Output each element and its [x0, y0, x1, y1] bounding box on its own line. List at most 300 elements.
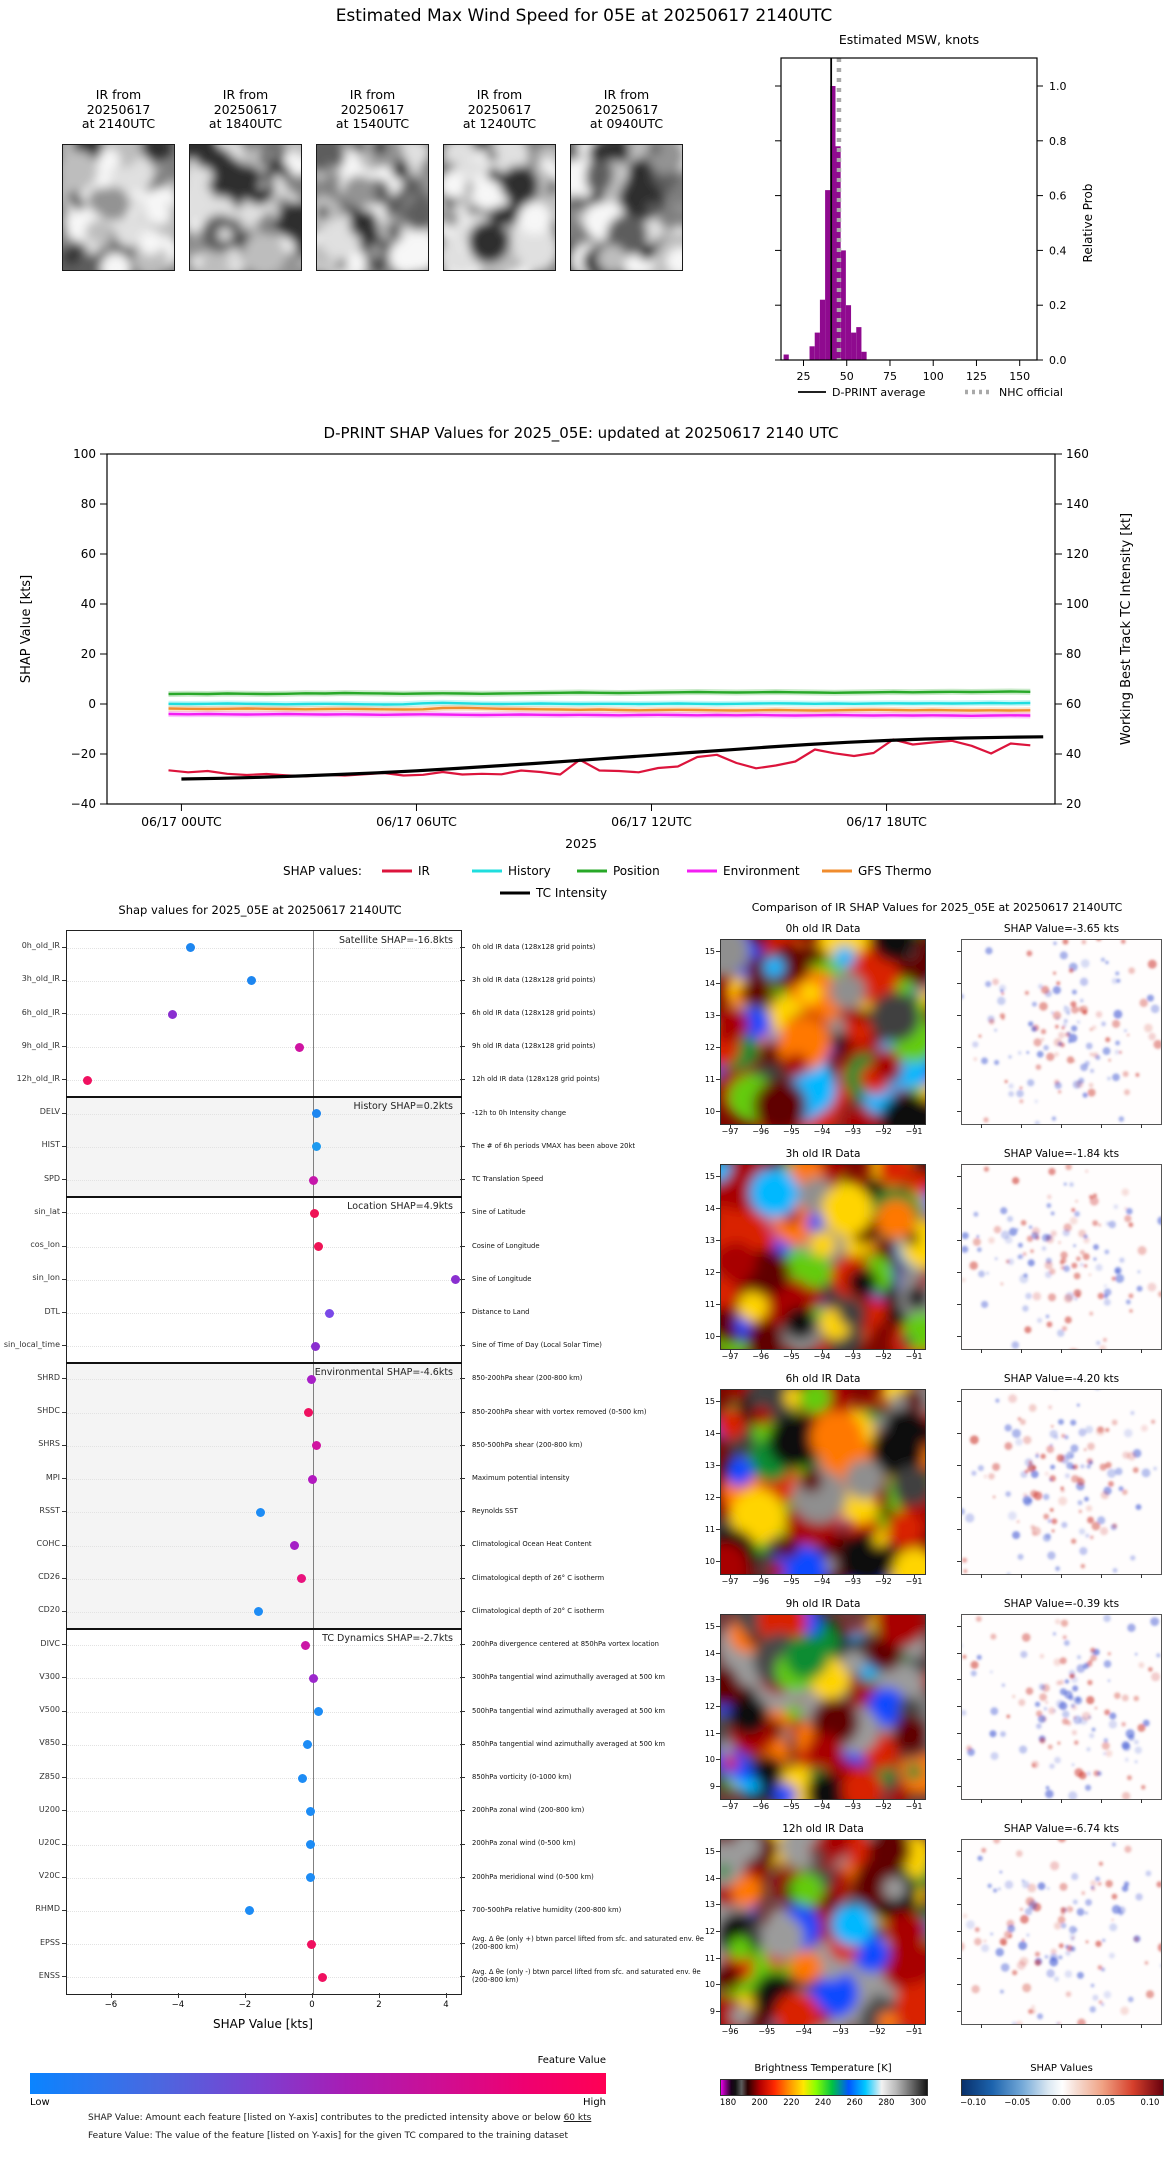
- axis-tick: [62, 1345, 66, 1346]
- axis-tick: [62, 1246, 66, 1247]
- ir-map-image: [720, 1164, 926, 1350]
- axis-tick: [62, 1777, 66, 1778]
- shap-map-x-tick: [1141, 2024, 1142, 2028]
- feature-label: RHMD: [35, 1904, 60, 1914]
- data-dot: [290, 1541, 299, 1550]
- comparison-row: [700, 1598, 1168, 1823]
- axis-tick: [62, 1279, 66, 1280]
- shap-map-title: SHAP Value=-4.20 kts: [1003, 1373, 1120, 1385]
- map-x-tick-label: −93: [844, 1802, 862, 1811]
- data-dot: [295, 1043, 304, 1052]
- shap-map-x-tick: [1101, 1124, 1102, 1128]
- map-y-tick: [957, 1336, 961, 1337]
- map-y-tick: [716, 1878, 720, 1879]
- svg-text:120: 120: [1066, 547, 1089, 561]
- map-y-tick-label: 15: [704, 1397, 715, 1406]
- map-y-tick: [957, 951, 961, 952]
- feature-description: Reynolds SST: [472, 1507, 518, 1516]
- shap-map-x-tick: [1141, 1124, 1142, 1128]
- shap-map-title: SHAP Value=-1.84 kts: [1003, 1148, 1120, 1160]
- svg-text:0.4: 0.4: [1049, 244, 1067, 258]
- satellite-noise-image: [721, 1165, 925, 1349]
- x-axis-tick: [245, 1993, 246, 1998]
- ir-map-title: 12h old IR Data: [782, 1823, 864, 1835]
- svg-text:Estimated MSW, knots: Estimated MSW, knots: [838, 32, 980, 47]
- map-y-tick: [957, 1786, 961, 1787]
- shap-map-x-tick: [981, 1574, 982, 1578]
- map-x-tick-label: −91: [905, 1352, 923, 1361]
- ir-thumbnail-label-line: IR from: [603, 86, 650, 102]
- row-gridline: [67, 1977, 461, 1978]
- axis-tick: [460, 1478, 465, 1479]
- axis-tick: [460, 1179, 465, 1180]
- shap-map-image: [961, 1389, 1162, 1575]
- axis-tick: [62, 1810, 66, 1811]
- feature-label: sin_local_time: [3, 1339, 60, 1349]
- axis-tick: [62, 1711, 66, 1712]
- axis-tick: [460, 1677, 465, 1678]
- map-x-tick-label: −93: [844, 1127, 862, 1136]
- comparison-row: [700, 1148, 1168, 1373]
- ir-thumbnail-image: [189, 144, 302, 271]
- svg-text:06/17 06UTC: 06/17 06UTC: [376, 814, 457, 829]
- axis-tick: [460, 1545, 465, 1546]
- satellite-noise-image: [721, 1840, 925, 2024]
- map-y-tick-label: 13: [704, 1011, 715, 1020]
- row-gridline: [67, 1446, 461, 1447]
- row-gridline: [67, 1845, 461, 1846]
- data-dot: [245, 1906, 254, 1915]
- svg-text:150: 150: [1009, 370, 1031, 383]
- svg-text:80: 80: [80, 497, 96, 511]
- shap-map-x-tick: [981, 1799, 982, 1803]
- map-y-tick-label: 10: [704, 1332, 715, 1341]
- map-y-tick-label: 14: [704, 979, 715, 988]
- map-y-tick: [957, 1208, 961, 1209]
- row-gridline: [67, 1944, 461, 1945]
- x-axis-tick: [379, 1993, 380, 1998]
- map-y-tick: [957, 1759, 961, 1760]
- feature-label: RSST: [39, 1505, 60, 1515]
- ir-thumbnail-label-line: IR from: [222, 86, 269, 102]
- map-y-tick: [716, 1529, 720, 1530]
- x-axis-tick: [446, 1993, 447, 1998]
- map-x-tick-label: −94: [795, 2027, 813, 2036]
- svg-text:60: 60: [80, 547, 96, 561]
- group-shap-label: Environmental SHAP=-4.6kts: [314, 1366, 453, 1378]
- bt-colorbar-tick-label: 300: [909, 2098, 927, 2108]
- map-y-tick: [957, 1653, 961, 1654]
- map-y-tick-label: 9: [709, 1782, 715, 1791]
- ir-map-title: 9h old IR Data: [785, 1598, 861, 1610]
- map-y-tick-label: 11: [704, 1300, 715, 1309]
- data-dot: [314, 1242, 323, 1251]
- map-y-tick-label: 9: [709, 2007, 715, 2016]
- feature-label: CD26: [38, 1572, 60, 1582]
- axis-tick: [62, 1644, 66, 1645]
- svg-text:50: 50: [839, 370, 854, 383]
- feature-description: -12h to 0h Intensity change: [472, 1108, 567, 1117]
- map-x-tick-label: −91: [905, 1127, 923, 1136]
- axis-tick: [460, 1844, 465, 1845]
- shap-map-image: [961, 1839, 1162, 2025]
- ir-thumbnail-image: [62, 144, 175, 271]
- satellite-noise-image: [444, 145, 555, 270]
- feature-description: 12h old IR data (128x128 grid points): [472, 1075, 600, 1084]
- group-separator: [66, 1628, 462, 1630]
- ir-map-image: [720, 1389, 926, 1575]
- feature-label: V850: [39, 1738, 60, 1748]
- svg-text:100: 100: [73, 447, 96, 461]
- feature-description: 200hPa zonal wind (0-500 km): [472, 1839, 576, 1848]
- map-y-tick: [957, 2011, 961, 2012]
- map-x-tick-label: −94: [813, 1352, 831, 1361]
- map-x-tick-label: −91: [905, 1577, 923, 1586]
- axis-tick: [460, 1246, 465, 1247]
- row-gridline: [67, 1546, 461, 1547]
- data-dot: [297, 1574, 306, 1583]
- feature-label: DIVC: [40, 1638, 60, 1648]
- svg-text:IR: IR: [418, 864, 430, 878]
- axis-tick: [62, 1312, 66, 1313]
- svg-text:40: 40: [80, 597, 96, 611]
- group-shap-label: TC Dynamics SHAP=-2.7kts: [322, 1632, 453, 1644]
- map-y-tick: [957, 1176, 961, 1177]
- x-axis-tick-label: 4: [443, 2000, 449, 2010]
- feature-label: SHRS: [38, 1439, 60, 1449]
- x-axis-tick: [111, 1993, 112, 1998]
- feature-description: 500hPa tangential wind azimuthally averaged at 500 km: [472, 1706, 665, 1715]
- feature-description: 850-200hPa shear with vortex removed (0-500 km): [472, 1407, 647, 1416]
- data-dot: [168, 1010, 177, 1019]
- ir-map-image: [720, 939, 926, 1125]
- map-y-tick-label: 14: [704, 1429, 715, 1438]
- comparison-row: [700, 923, 1168, 1148]
- svg-text:D-PRINT SHAP Values for 2025_0: D-PRINT SHAP Values for 2025_05E: updated at 20250617 2140 UTC: [323, 424, 839, 442]
- map-y-tick: [957, 1465, 961, 1466]
- data-dot: [306, 1873, 315, 1882]
- map-y-tick: [716, 1733, 720, 1734]
- satellite-noise-image: [721, 940, 925, 1124]
- dotplot-x-axis-label: SHAP Value [kts]: [213, 2017, 313, 2031]
- map-x-tick-label: −91: [905, 1802, 923, 1811]
- footnote-text: SHAP Value: Amount each feature [listed on Y-axis] contributes to the predicted intensity above or below: [88, 2113, 564, 2123]
- shap-timeseries-canvas: [0, 420, 1168, 910]
- row-gridline: [67, 1147, 461, 1148]
- axis-tick: [62, 1910, 66, 1911]
- svg-text:Environment: Environment: [723, 864, 800, 878]
- feature-description: Climatological depth of 26° C isotherm: [472, 1573, 605, 1582]
- row-gridline: [67, 1346, 461, 1347]
- row-gridline: [67, 1778, 461, 1779]
- ir-thumbnail-label: [443, 82, 556, 132]
- ir-thumbnail-figure: [62, 82, 175, 271]
- ir-thumbnail-image: [316, 144, 429, 271]
- map-x-tick-label: −96: [752, 1577, 770, 1586]
- map-y-tick: [716, 1626, 720, 1627]
- ir-thumbnail-label-line: at 1840UTC: [208, 116, 283, 132]
- map-y-tick: [957, 1304, 961, 1305]
- feature-label: DTL: [44, 1306, 60, 1316]
- map-y-tick: [716, 1015, 720, 1016]
- map-y-tick-label: 11: [704, 1525, 715, 1534]
- axis-tick: [460, 1976, 465, 1977]
- svg-text:06/17 00UTC: 06/17 00UTC: [141, 814, 222, 829]
- axis-tick: [460, 1279, 465, 1280]
- feature-label: CD20: [38, 1605, 60, 1615]
- axis-tick: [460, 1644, 465, 1645]
- map-x-tick-label: −94: [813, 1127, 831, 1136]
- map-y-tick-label: 10: [704, 1755, 715, 1765]
- row-gridline: [67, 1280, 461, 1281]
- axis-tick: [460, 1943, 465, 1944]
- map-x-tick-label: −95: [782, 1802, 800, 1811]
- map-y-tick: [957, 1047, 961, 1048]
- map-y-tick-label: 12: [704, 1493, 715, 1502]
- map-x-tick-label: −97: [721, 1352, 739, 1361]
- feature-description: 300hPa tangential wind azimuthally averaged at 500 km: [472, 1673, 665, 1682]
- row-gridline: [67, 1213, 461, 1214]
- axis-tick: [460, 1877, 465, 1878]
- feature-value-colorbar-title: Feature Value: [537, 2055, 606, 2066]
- group-shap-label: Location SHAP=4.9kts: [347, 1200, 453, 1212]
- row-gridline: [67, 1180, 461, 1181]
- shap-map-x-tick: [1101, 1349, 1102, 1353]
- x-axis-tick-label: −6: [104, 2000, 118, 2010]
- feature-label: MPI: [45, 1472, 60, 1482]
- axis-tick: [62, 1445, 66, 1446]
- feature-label: EPSS: [39, 1937, 60, 1947]
- map-y-tick-label: 12: [704, 1268, 715, 1277]
- map-y-tick: [716, 1465, 720, 1466]
- ir-thumbnail-label-line: 20250617: [340, 101, 405, 117]
- map-y-tick: [716, 1401, 720, 1402]
- map-x-tick-label: −96: [752, 1127, 770, 1136]
- axis-tick: [460, 1412, 465, 1413]
- shap-values-colorbar: [961, 2079, 1164, 2096]
- map-y-tick-label: 15: [704, 1172, 715, 1181]
- feature-description: 0h old IR data (128x128 grid points): [472, 942, 596, 951]
- svg-text:Working Best Track TC Intensit: Working Best Track TC Intensity [kt]: [1119, 512, 1134, 746]
- brightness-temp-colorbar: [720, 2079, 928, 2096]
- zero-line: [313, 931, 314, 1994]
- ir-thumbnail-label: [62, 82, 175, 132]
- bt-colorbar-tick-label: 200: [751, 2098, 768, 2108]
- data-dot: [318, 1973, 327, 1982]
- svg-text:Position: Position: [613, 864, 660, 878]
- colorbar-low-label: Low: [30, 2097, 50, 2108]
- map-y-tick: [957, 1529, 961, 1530]
- feature-label: 0h_old_IR: [21, 941, 60, 951]
- shap-map-image: [961, 1614, 1162, 1800]
- map-x-tick-label: −96: [721, 2027, 739, 2036]
- map-y-tick: [716, 951, 720, 952]
- bt-colorbar-tick-label: 260: [846, 2098, 863, 2108]
- map-x-tick-label: −97: [721, 1577, 739, 1586]
- axis-tick: [460, 1378, 465, 1379]
- map-y-tick: [716, 1904, 720, 1905]
- svg-text:SHAP values:: SHAP values:: [283, 864, 362, 878]
- map-y-tick: [957, 983, 961, 984]
- shap-map-x-tick: [1061, 1574, 1062, 1578]
- map-y-tick: [716, 1653, 720, 1654]
- group-separator: [66, 1196, 462, 1198]
- ir-thumbnail-label-line: at 1540UTC: [335, 116, 410, 132]
- map-y-tick-label: 15: [704, 947, 715, 956]
- row-gridline: [67, 948, 461, 949]
- group-separator: [66, 1362, 462, 1364]
- bt-colorbar-tick-label: 240: [814, 2098, 832, 2108]
- group-shap-label: Satellite SHAP=-16.8kts: [338, 935, 453, 946]
- axis-tick: [460, 1345, 465, 1346]
- svg-text:2025: 2025: [565, 836, 597, 851]
- map-x-tick-label: −94: [813, 1577, 831, 1586]
- axis-tick: [62, 1611, 66, 1612]
- figure-title: Estimated Max Wind Speed for 05E at 20250617 2140UTC: [335, 6, 833, 26]
- map-y-tick: [957, 1626, 961, 1627]
- map-y-tick: [716, 1786, 720, 1787]
- feature-description: Maximum potential intensity: [472, 1474, 570, 1483]
- feature-description: 850hPa vorticity (0-1000 km): [472, 1773, 572, 1781]
- msw-histogram-canvas: [740, 28, 1168, 406]
- feature-description: Cosine of Longitude: [472, 1241, 540, 1250]
- shap-map-title: SHAP Value=-6.74 kts: [1003, 1823, 1120, 1835]
- axis-tick: [62, 1943, 66, 1944]
- map-x-tick-label: −96: [752, 1352, 770, 1361]
- feature-label: V500: [39, 1705, 60, 1715]
- axis-tick: [62, 1545, 66, 1546]
- shap-map-x-tick: [1101, 2024, 1102, 2028]
- shap-map-title: SHAP Value=-0.39 kts: [1003, 1598, 1120, 1610]
- svg-text:20: 20: [80, 647, 96, 661]
- section-ir-shap-comparison: [700, 895, 1168, 2158]
- ir-thumbnail-label-line: at 2140UTC: [81, 116, 156, 132]
- map-y-tick-label: 13: [704, 1675, 715, 1685]
- map-y-tick-label: 12: [704, 1043, 715, 1052]
- feature-description: 9h old IR data (128x128 grid points): [472, 1042, 596, 1051]
- feature-description: 850-500hPa shear (200-800 km): [472, 1440, 583, 1449]
- data-dot: [83, 1076, 92, 1085]
- feature-description: Climatological depth of 20° C isotherm: [472, 1606, 605, 1615]
- map-y-tick: [957, 1706, 961, 1707]
- shap-colorbar-tick-label: −0.10: [959, 2098, 987, 2108]
- feature-description: 200hPa divergence centered at 850hPa vortex location: [472, 1640, 659, 1649]
- footnote-underlined: 60 kts: [563, 2113, 592, 2123]
- shap-noise-image: [962, 940, 1161, 1124]
- map-y-tick: [716, 1272, 720, 1273]
- satellite-noise-image: [190, 145, 301, 270]
- axis-tick: [460, 980, 465, 981]
- ir-map-image: [720, 1839, 926, 2025]
- svg-text:GFS Thermo: GFS Thermo: [858, 864, 932, 878]
- row-gridline: [67, 1712, 461, 1713]
- satellite-noise-image: [571, 145, 682, 270]
- comparison-row: [700, 1373, 1168, 1598]
- shap-noise-image: [962, 1615, 1161, 1799]
- feature-label: 6h_old_IR: [21, 1007, 60, 1017]
- map-y-tick: [716, 1561, 720, 1562]
- axis-tick: [62, 1212, 66, 1213]
- shap-map-x-tick: [1141, 1799, 1142, 1803]
- map-y-tick: [716, 1304, 720, 1305]
- map-y-tick: [957, 1904, 961, 1905]
- map-y-tick-label: 15: [704, 1847, 715, 1856]
- x-axis-tick-label: −4: [171, 2000, 185, 2010]
- axis-tick: [62, 1744, 66, 1745]
- feature-description: 6h old IR data (128x128 grid points): [472, 1008, 596, 1017]
- map-y-tick: [957, 1931, 961, 1932]
- map-x-tick-label: −92: [874, 1352, 892, 1361]
- svg-text:−40: −40: [70, 797, 96, 811]
- map-y-tick: [957, 1851, 961, 1852]
- axis-tick: [62, 1578, 66, 1579]
- ir-thumbnail-label: [316, 82, 429, 132]
- map-y-tick-label: 11: [704, 1728, 715, 1738]
- shap-map-x-tick: [1141, 1349, 1142, 1353]
- shap-map-title: SHAP Value=-3.65 kts: [1003, 923, 1120, 935]
- map-y-tick: [716, 1984, 720, 1985]
- map-y-tick: [957, 1561, 961, 1562]
- feature-description: Distance to Land: [472, 1307, 530, 1316]
- ir-thumbnail-label-line: at 0940UTC: [589, 116, 664, 132]
- axis-tick: [460, 1744, 465, 1745]
- axis-tick: [460, 1445, 465, 1446]
- axis-tick: [460, 1312, 465, 1313]
- group-separator: [66, 1096, 462, 1098]
- ir-thumbnail-figure: [570, 82, 683, 271]
- shap-map-x-tick: [1141, 1574, 1142, 1578]
- row-gridline: [67, 1479, 461, 1480]
- row-gridline: [67, 1247, 461, 1248]
- satellite-noise-image: [63, 145, 174, 270]
- ir-map-image: [720, 1614, 926, 1800]
- axis-tick: [460, 1511, 465, 1512]
- shap-noise-image: [962, 1840, 1161, 2024]
- ir-map-title: 3h old IR Data: [785, 1148, 861, 1160]
- svg-text:140: 140: [1066, 497, 1089, 511]
- feature-label: sin_lat: [34, 1206, 60, 1216]
- feature-description: Avg. Δ θe (only +) btwn parcel lifted from sfc. and saturated env. θe (200-800 km): [472, 1935, 704, 1952]
- svg-text:75: 75: [882, 370, 897, 383]
- map-y-tick-label: 13: [704, 1461, 715, 1470]
- feature-description: Sine of Longitude: [472, 1274, 532, 1283]
- svg-text:0.0: 0.0: [1049, 354, 1067, 367]
- axis-tick: [62, 1079, 66, 1080]
- map-x-tick-label: −95: [782, 1577, 800, 1586]
- feature-value-colorbar: [30, 2073, 606, 2094]
- feature-description: 3h old IR data (128x128 grid points): [472, 975, 596, 984]
- map-y-tick-label: 11: [704, 1075, 715, 1084]
- feature-label: 3h_old_IR: [21, 974, 60, 984]
- ir-thumbnail-label-line: IR from: [95, 86, 142, 102]
- axis-tick: [62, 1844, 66, 1845]
- feature-label: 12h_old_IR: [16, 1073, 60, 1083]
- map-y-tick: [716, 1958, 720, 1959]
- axis-tick: [62, 1013, 66, 1014]
- axis-tick: [62, 1677, 66, 1678]
- svg-text:1.0: 1.0: [1049, 80, 1067, 93]
- map-y-tick: [957, 1433, 961, 1434]
- feature-description: 200hPa meridional wind (0-500 km): [472, 1872, 594, 1881]
- axis-tick: [460, 1711, 465, 1712]
- axis-tick: [460, 1013, 465, 1014]
- row-gridline: [67, 1579, 461, 1580]
- section-shap-dotplot: [0, 895, 720, 2158]
- feature-description: TC Translation Speed: [472, 1175, 544, 1184]
- feature-label: U200: [38, 1804, 60, 1814]
- data-dot: [298, 1774, 307, 1783]
- bt-colorbar-tick-label: 280: [878, 2098, 895, 2108]
